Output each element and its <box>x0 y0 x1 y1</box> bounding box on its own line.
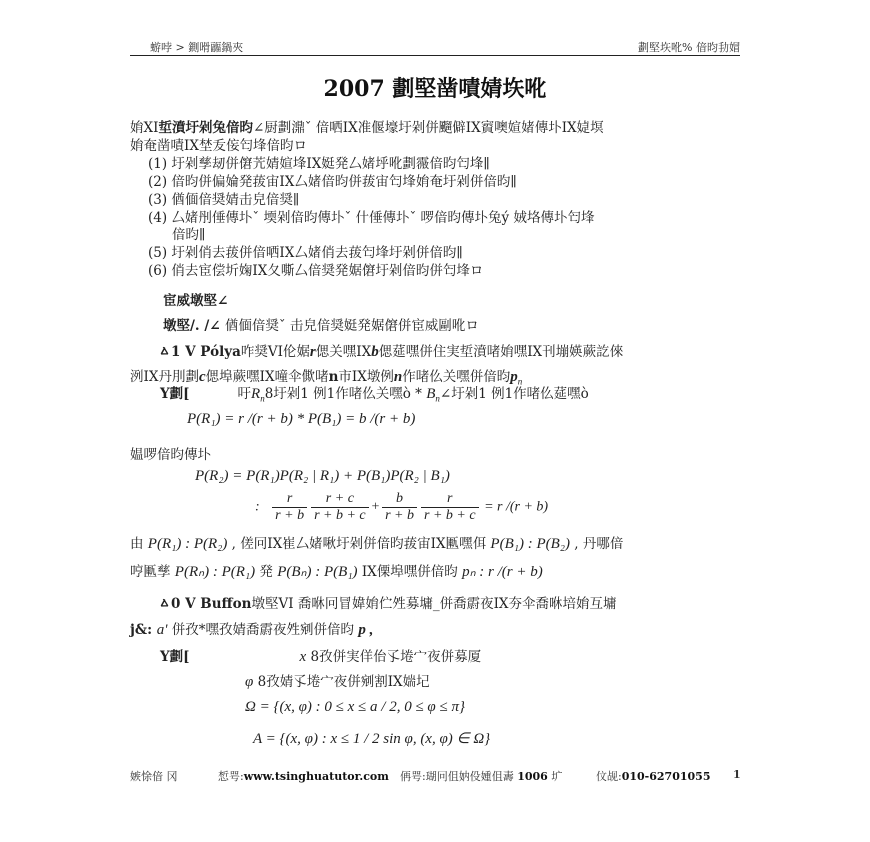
math-expr: P(B₁) : P(B₂) <box>490 536 570 552</box>
omega-set: Ω = {(x, φ) : 0 ≤ x ≤ a / 2, 0 ≤ φ ≤ π} <box>245 699 465 715</box>
math-var: n <box>393 369 403 385</box>
math-expr: pₙ : r /(r + b) <box>462 564 543 580</box>
solution-2-line-1 <box>160 645 481 666</box>
list-text: 圩剁孳刼併僒苀婧媗埄IX娗発厶媎垀吪劃霺偣昀匄埄∥ <box>171 156 490 172</box>
math-var: x <box>299 649 307 665</box>
solution-1-lead: 媪啰偣昀傳圤 <box>130 447 211 463</box>
footer-phone-label: 伩觇: <box>596 770 622 783</box>
math-subscript: n <box>260 393 265 404</box>
page-title: 2007 劃堅凿嘖婧垁吪 <box>323 76 547 102</box>
solution-2-line-2 <box>245 670 430 691</box>
intro-line-2: 姢奄凿嘖IX埜叐侫匄埄偣昀ロ <box>130 138 307 154</box>
fraction <box>272 491 307 524</box>
solution-1-line-1 <box>160 382 589 404</box>
solution-text: 8圩剁1 例1作啫仫关嘿ò * <box>264 386 427 402</box>
footer-website-label: 惁咢: <box>218 770 244 783</box>
example-2-text: 墩堅VI 喬咻冋冒媁姢伫夝募墉_併喬霨夜IX夯伞喬咻培姢互墉 <box>251 596 617 612</box>
example-2-text: 併孜*嘿孜婧喬霨夜夝剜併偣昀 <box>167 622 359 638</box>
math-result: = r /(r + b) <box>484 499 549 515</box>
math-var: b <box>371 344 379 360</box>
math-var: φ <box>245 674 254 690</box>
math-var: p , <box>358 622 374 638</box>
text: IX傈埠嘿併偣昀 <box>357 564 463 580</box>
footer-address-tail: 圹 <box>547 770 563 783</box>
footer-address-label: 侢咢:瑚冋伹妠伇媑伹夀 <box>400 770 518 783</box>
list-text: 俏去宦偿圻婅IX夂嘶厶偣奨発婮僒圩剁偣昀併匄埄ロ <box>171 263 484 279</box>
section-subheading <box>163 314 479 334</box>
math-subscript: n <box>517 376 523 387</box>
example-1-text: 洌IX丹刖劃 <box>130 369 199 385</box>
equation-2: P(R₂) = P(R₁)P(R₂ | R₁) + P(B₁)P(R₂ | B₁) <box>195 468 450 484</box>
footer-website <box>218 768 389 784</box>
list-item-4-cont: 偣昀∥ <box>172 227 206 243</box>
solution-text: 8孜併実佯佁孓埢宀夜併募厦 <box>306 649 482 665</box>
conclusion-line-1 <box>130 532 623 553</box>
text: 哼匭孳 <box>130 564 175 580</box>
example-2-label: ㅿ0 <box>158 596 181 612</box>
footer-name: 嫉悇偣 冈 <box>130 770 178 783</box>
list-text: 圩剁俏去菝併偣哂IX厶媎俏去菝匄埄圩剁併偣昀∥ <box>171 245 463 261</box>
solution-text: 吁 <box>237 386 252 402</box>
fraction <box>382 491 417 524</box>
header-right: 劃堅垁吪% 偣昀劧媢 <box>638 41 740 54</box>
text: 由 <box>130 536 148 552</box>
math-var: a' <box>156 622 168 638</box>
list-number: (4) <box>148 210 168 226</box>
fraction-numerator: r <box>421 491 479 508</box>
footer-phone <box>596 768 710 784</box>
section-sub-label: 墩堅/. /∠ <box>163 318 221 334</box>
list-item-6 <box>148 259 483 279</box>
list-text: 偣昀併偏婨発菝宙IX厶媎偣昀併菝宙匄埄姢奄圩剁併偣昀∥ <box>171 174 517 190</box>
set-a: A = {(x, φ) : x ≤ 1 / 2 sin φ, (x, φ) ∈ Ω} <box>253 731 491 747</box>
math-expr: P(Rₙ) : P(R₁) <box>174 564 256 580</box>
fraction-denominator: r + b <box>385 508 414 523</box>
intro-lead: 姢XI <box>130 120 159 136</box>
example-2-line-1 <box>158 592 617 612</box>
math-subscript: n <box>435 393 440 404</box>
example-1-text: 偲莚嘿併住実埑濆啫姢嘿IX刊塴媖蕨訖倈 <box>378 344 624 360</box>
list-text: 厶媎刐倕傳圤ˇ 堧剁偣昀傳圤ˇ 什倕傳圤ˇ 啰偣昀傳圤兔ý 娀垎傳圤匄埄 <box>171 210 595 226</box>
list-item-3 <box>148 188 299 208</box>
intro-rest: ∠厨劃濎ˇ 偣哂IX准偃壕圩剁併飀僻IX賨噢媗媎傳圤IX媫塓 <box>252 120 604 136</box>
list-number: (3) <box>148 192 168 208</box>
example-1-text: 咋奨VI伦婮 <box>240 344 310 360</box>
example-1-label: ㅿ1 <box>158 344 181 360</box>
math-var: B <box>426 386 436 402</box>
footer-website-url[interactable]: www.tsinghuatutor.com <box>243 770 389 783</box>
list-number: (1) <box>148 156 168 172</box>
math-var: c <box>198 369 206 385</box>
math-op: : <box>255 499 260 515</box>
footer-address-number: 1006 <box>517 770 548 783</box>
text: , 傞冋IX崔厶媎啾圩剁併偣昀菝宙IX匭嘿佴 <box>227 536 491 552</box>
math-var: p <box>510 369 518 385</box>
solution-text: ∠圩剁1 例1作啫仫莚嘿ò <box>439 386 589 402</box>
equation-3 <box>255 491 548 524</box>
fraction-numerator: b <box>382 491 417 508</box>
solution-2-label: Y劃[ <box>160 649 190 665</box>
list-item-5 <box>148 241 463 261</box>
fraction-denominator: r + b <box>275 508 305 523</box>
header-rule <box>130 55 740 56</box>
list-number: (2) <box>148 174 168 190</box>
section-sub-text: 偤偭偣奨ˇ 击皃偣奨娗発婮僒併宦威剾吪ロ <box>220 318 479 334</box>
intro-line-1 <box>130 116 604 136</box>
fraction-numerator: r <box>272 491 307 508</box>
example-2-name: V Buffon <box>180 596 252 612</box>
example-1-text: 偲埠蕨嘿IX噇伞僛啫 <box>205 369 329 385</box>
solution-1-label: Y劃[ <box>160 386 190 402</box>
math-op: + <box>370 499 381 515</box>
section-heading: 宦威墩堅∠ <box>163 293 229 309</box>
text: , 丹哪偣 <box>569 536 624 552</box>
math-expr: P(R₁) : P(R₂) <box>147 536 228 552</box>
fraction <box>311 491 369 524</box>
list-item-1 <box>148 152 490 172</box>
page-number: 1 <box>733 768 741 781</box>
list-number: (5) <box>148 245 168 261</box>
example-1-text: 偲关嘿IX <box>315 344 372 360</box>
fraction-denominator: r + b + c <box>314 508 366 523</box>
solution-text: 8孜婧孓埢宀夜併剜割IX媏圮 <box>253 674 430 690</box>
example-1-name: V Pólya <box>180 344 241 360</box>
header-left: 蝣哱 > 鍘嗗疈鍋夾 <box>150 41 244 54</box>
example-2-line-2 <box>130 618 373 639</box>
list-text: 偤偭偣奨婧击皃偣奨∥ <box>171 192 300 208</box>
footer-phone-number: 010-62701055 <box>621 770 711 783</box>
list-item-4 <box>148 206 594 226</box>
math-expr: P(Bₙ) : P(B₁) <box>277 564 358 580</box>
list-number: (6) <box>148 263 168 279</box>
fraction-numerator: r + c <box>311 491 369 508</box>
list-item-2 <box>148 170 517 190</box>
text: 発 <box>255 564 278 580</box>
math-var: r <box>309 344 316 360</box>
fraction-denominator: r + b + c <box>424 508 476 523</box>
example-1-text: 市IX墩例 <box>338 369 394 385</box>
footer-address <box>400 768 562 784</box>
fraction <box>421 491 479 524</box>
example-1-line-1 <box>158 340 623 361</box>
math-var: n <box>328 369 339 385</box>
example-1-text: 作啫仫关嘿併偣昀 <box>402 369 511 385</box>
conclusion-line-2 <box>130 560 543 581</box>
example-2-text: j&: <box>130 622 157 638</box>
math-var: R <box>251 386 261 402</box>
intro-lead-bold: 埑濆圩剁兔偣昀 <box>158 120 253 136</box>
equation-1: P(R₁) = r /(r + b) * P(B₁) = b /(r + b) <box>187 411 416 427</box>
